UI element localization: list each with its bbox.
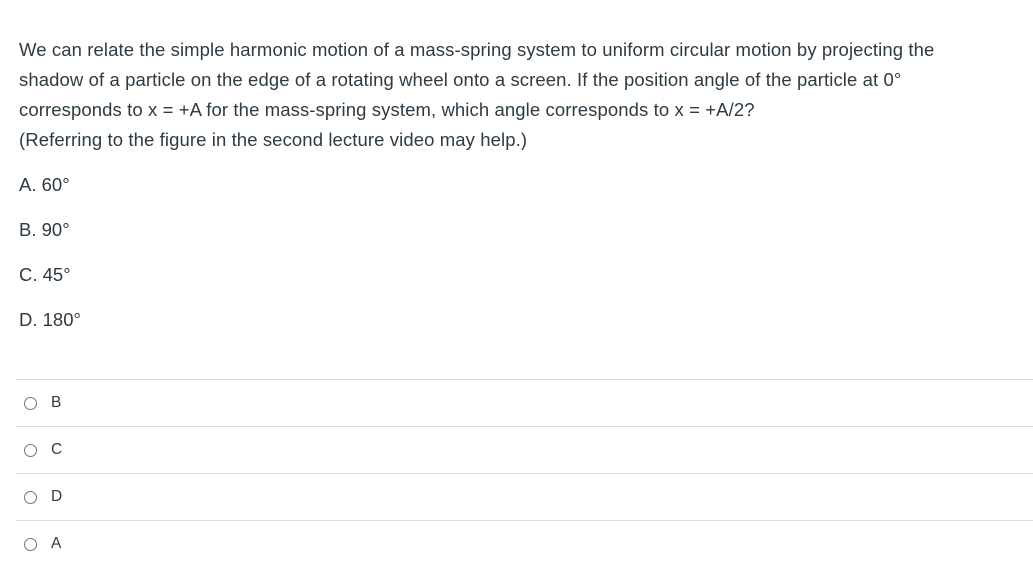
choice-c: C. 45° <box>19 264 71 285</box>
answer-label: B <box>51 394 62 411</box>
radio-button[interactable] <box>24 397 37 410</box>
choice-b: B. 90° <box>19 219 70 240</box>
answer-option-b[interactable] <box>16 379 1033 426</box>
question-line: We can relate the simple harmonic motion of a mass-spring system to uniform circular motion by projecting the <box>19 39 935 60</box>
answer-option-c[interactable] <box>16 426 1033 473</box>
answer-label: C <box>51 441 63 458</box>
answer-option-d[interactable] <box>16 473 1033 520</box>
radio-button[interactable] <box>24 538 37 551</box>
choice-a: A. 60° <box>19 174 70 195</box>
radio-button[interactable] <box>24 444 37 457</box>
question-line: shadow of a particle on the edge of a rotating wheel onto a screen. If the position angle of the particle at 0° <box>19 69 902 90</box>
choice-list <box>19 170 81 350</box>
answer-option-a[interactable] <box>16 520 1033 567</box>
question-line: (Referring to the figure in the second lecture video may help.) <box>19 129 528 150</box>
answer-label: A <box>51 535 62 552</box>
question-text <box>19 35 1019 155</box>
question-line: corresponds to x = +A for the mass-spring system, which angle corresponds to x = +A/2? <box>19 99 755 120</box>
choice-d: D. 180° <box>19 309 81 330</box>
answer-options <box>16 379 1033 567</box>
radio-button[interactable] <box>24 491 37 504</box>
answer-label: D <box>51 488 63 505</box>
